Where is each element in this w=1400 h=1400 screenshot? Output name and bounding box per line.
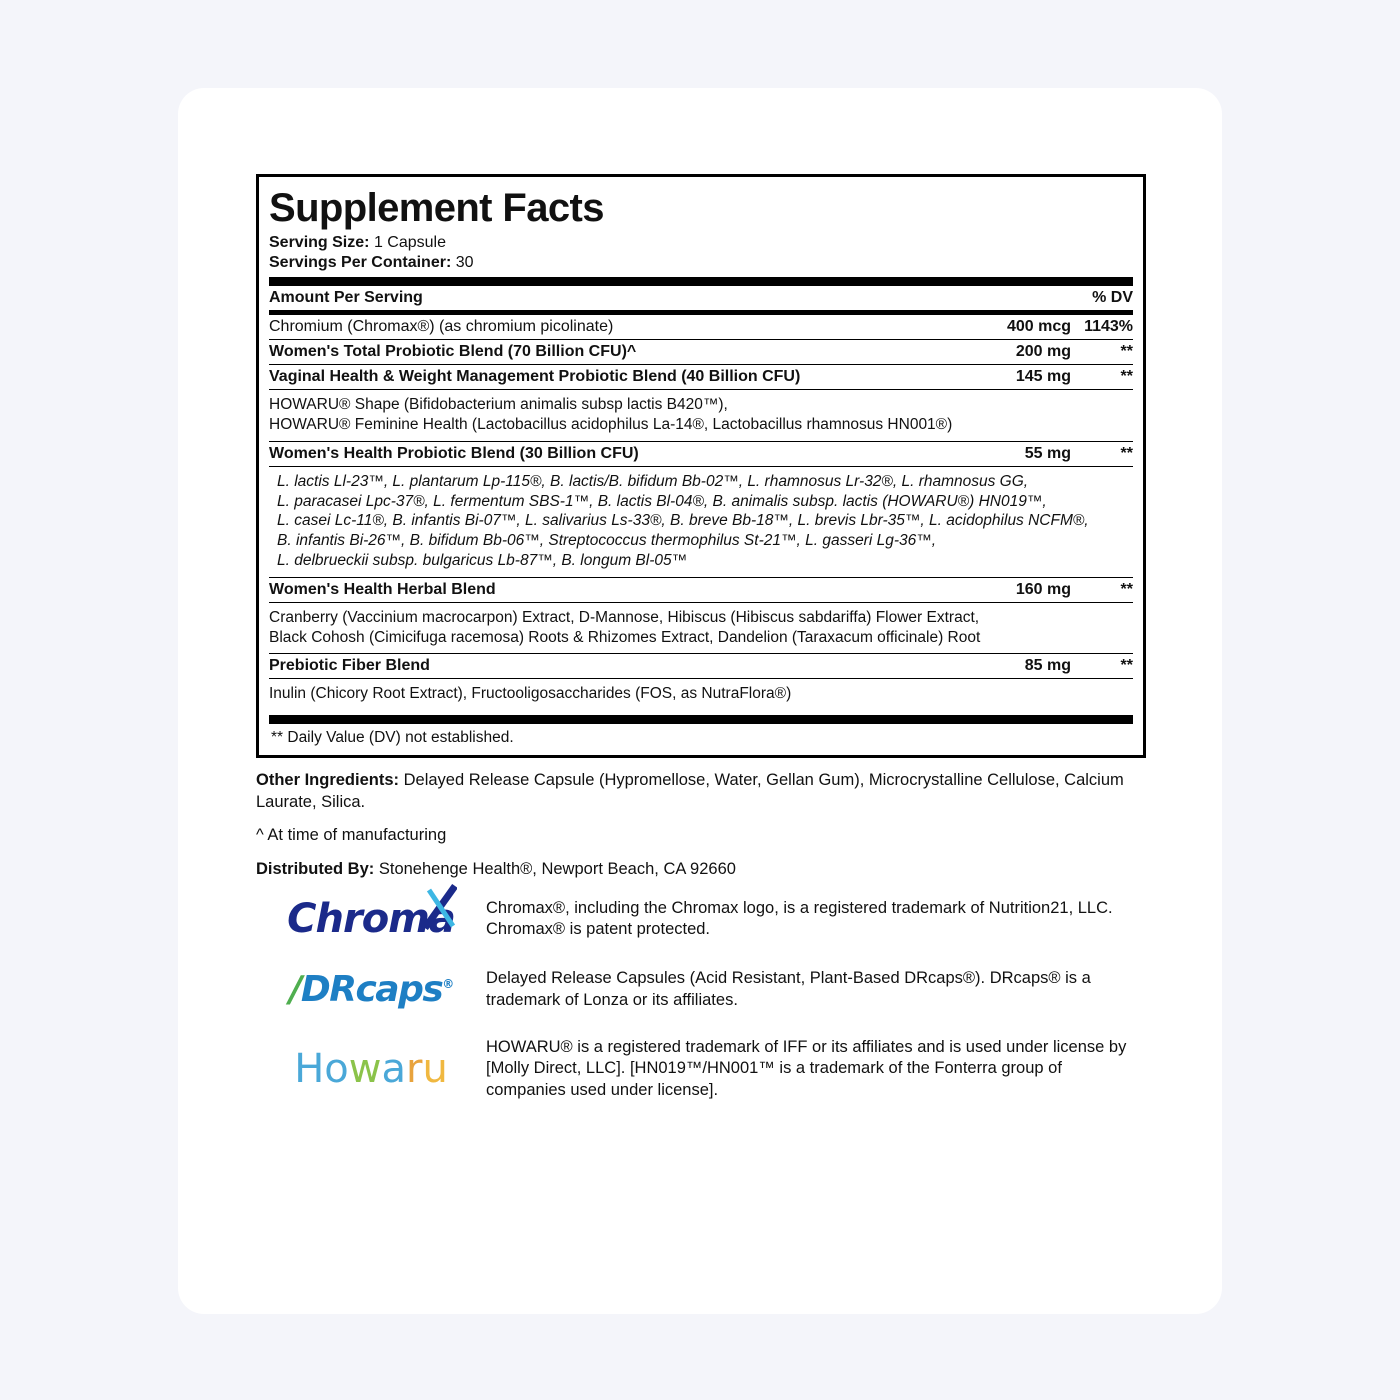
total-probiotic-blend-row (269, 340, 1133, 364)
womens-health-probiotic-description (269, 467, 1133, 577)
other-ingredients (256, 770, 1146, 813)
logo-row-chromax (256, 896, 1146, 942)
row-dv-chromium: 1143% (1084, 318, 1133, 336)
row-dv-total-probiotic: ** (1120, 343, 1133, 361)
howaru-logo: Howaru (294, 1046, 448, 1093)
drcaps-wordmark: DRcaps (300, 969, 443, 1010)
table-row (269, 442, 1133, 466)
manufacturing-note: ^ At time of manufacturing (256, 826, 447, 845)
wh-desc-line-1: L. lactis Ll-23™, L. plantarum Lp-115®, B. lactis/B. bifidum Bb-02™, L. rhamnosus Lr-32®, L. rhamnosus GG, (277, 472, 1029, 490)
dv-footnote: ** Daily Value (DV) not established. (271, 729, 514, 747)
chromax-logo (256, 896, 486, 942)
table-row (269, 365, 1133, 389)
vaginal-desc-line-1: HOWARU® Shape (Bifidobacterium animalis subsp lactis B420™), (269, 396, 728, 414)
table-row (269, 654, 1133, 678)
row-name-prebiotic: Prebiotic Fiber Blend (269, 657, 430, 675)
drcaps-logo (256, 969, 486, 1010)
row-dv-womens-health-probiotic: ** (1120, 444, 1133, 462)
supplement-facts-panel (256, 174, 1146, 758)
servings-per-container-label: Servings Per Container: (269, 253, 452, 271)
row-amount-vaginal-blend: 145 mg (1015, 368, 1071, 386)
row-name-womens-health-probiotic: Women's Health Probiotic Blend (30 Billion CFU) (269, 444, 639, 462)
document-card (178, 88, 1222, 1314)
table-row (269, 315, 1133, 339)
distributed-by-label: Distributed By: (256, 859, 375, 878)
row-amount-total-probiotic: 200 mg (1015, 343, 1071, 361)
wh-desc-line-5: L. delbrueckii subsp. bulgaricus Lb-87™, B. longum Bl-05™ (277, 552, 688, 569)
servings-per-container-line (269, 253, 1133, 273)
table-row (269, 340, 1133, 364)
herbal-blend-description (269, 603, 1133, 654)
facts-table (269, 286, 1133, 310)
prebiotic-description: Inulin (Chicory Root Extract), Fructooligosaccharides (FOS, as NutraFlora®) (269, 685, 792, 703)
drcaps-trademark-text: Delayed Release Capsules (Acid Resistant, Plant-Based DRcaps®). DRcaps® is a trademark of Lonza or its affiliates. (486, 969, 1091, 1009)
drcaps-leaf-icon: / (289, 969, 301, 1010)
table-row (269, 578, 1133, 602)
vaginal-blend-row (269, 365, 1133, 389)
vaginal-blend-description (269, 390, 1133, 441)
amount-per-serving-header: Amount Per Serving (269, 289, 423, 307)
wh-desc-line-4: B. infantis Bi-26™, B. bifidum Bb-06™, Streptococcus thermophilus St-21™, L. gasseri Lg-36™, (277, 532, 937, 550)
supplement-facts-sheet (256, 174, 1146, 1127)
distributed-by-text: Stonehenge Health®, Newport Beach, CA 92660 (378, 859, 736, 878)
chromax-wordmark: Chroma (287, 896, 455, 943)
row-amount-womens-health-probiotic: 55 mg (1024, 444, 1071, 462)
nutrient-rows (269, 315, 1133, 339)
row-amount-herbal-blend: 160 mg (1015, 580, 1071, 598)
serving-size-line (269, 233, 1133, 253)
row-dv-prebiotic: ** (1120, 657, 1133, 675)
row-name-total-probiotic: Women's Total Probiotic Blend (70 Billion CFU)^ (269, 343, 637, 361)
other-ingredients-text: Delayed Release Capsule (Hypromellose, Water, Gellan Gum), Microcrystalline Cellulose, Calcium Laurate, Silica. (256, 771, 1124, 811)
divider-thick-bottom (269, 715, 1133, 724)
amount-column-spacer (961, 286, 1071, 310)
trademark-logos (256, 896, 1146, 1101)
logo-row-howaru (256, 1037, 1146, 1101)
wh-desc-line-3: L. casei Lc-11®, B. infantis Bi-07™, L. salivarius Ls-33®, B. breve Bb-18™, L. brevis Lbr-35™, L. acidophilus NCFM®, (277, 512, 1089, 530)
serving-size-value: 1 Capsule (373, 234, 446, 251)
distributed-by (256, 859, 1146, 880)
table-header-row (269, 286, 1133, 310)
chromax-x-icon (423, 884, 457, 930)
herbal-blend-row (269, 578, 1133, 602)
divider-thick-top (269, 277, 1133, 286)
dv-header: % DV (1092, 289, 1133, 307)
other-ingredients-label: Other Ingredients: (256, 771, 400, 790)
howaru-trademark-text: HOWARU® is a registered trademark of IFF or its affiliates and is used under license by [Molly Direct, LLC]. [HN019™/HN001™ is a trademark of the Fonterra group of companies used under license]. (486, 1037, 1127, 1099)
chromax-trademark-text: Chromax®, including the Chromax logo, is a registered trademark of Nutrition21, LLC. Chromax® is patent protected. (486, 898, 1113, 939)
serving-size-label: Serving Size: (269, 234, 370, 251)
herbal-desc-line-2: Black Cohosh (Cimicifuga racemosa) Roots & Rhizomes Extract, Dandelion (Taraxacum officinale) Root (269, 628, 981, 646)
row-name-chromium: Chromium (Chromax®) (as chromium picolinate) (269, 318, 614, 336)
panel-title: Supplement Facts (269, 186, 604, 230)
row-amount-prebiotic: 85 mg (1024, 657, 1071, 675)
row-name-vaginal-blend: Vaginal Health & Weight Management Probiotic Blend (40 Billion CFU) (269, 368, 801, 386)
below-panel-text (256, 770, 1146, 880)
row-dv-vaginal-blend: ** (1120, 368, 1133, 386)
logo-row-drcaps (256, 968, 1146, 1011)
row-name-herbal-blend: Women's Health Herbal Blend (269, 580, 496, 598)
servings-per-container-value: 30 (455, 253, 474, 271)
row-dv-herbal-blend: ** (1120, 580, 1133, 598)
row-amount-chromium: 400 mcg (1006, 318, 1071, 336)
herbal-desc-line-1: Cranberry (Vaccinium macrocarpon) Extract, D-Mannose, Hibiscus (Hibiscus sabdariffa) Flower Extract, (269, 608, 980, 626)
wh-desc-line-2: L. paracasei Lpc-37®, L. fermentum SBS-1™, B. lactis Bl-04®, B. animalis subsp. lactis (HOWARU®) HN019™, (277, 492, 1047, 510)
vaginal-desc-line-2: HOWARU® Feminine Health (Lactobacillus acidophilus La-14®, Lactobacillus rhamnosus HN001®) (269, 415, 953, 433)
drcaps-registered-icon: ® (442, 977, 453, 991)
womens-health-probiotic-row (269, 442, 1133, 466)
prebiotic-fiber-row (269, 654, 1133, 678)
